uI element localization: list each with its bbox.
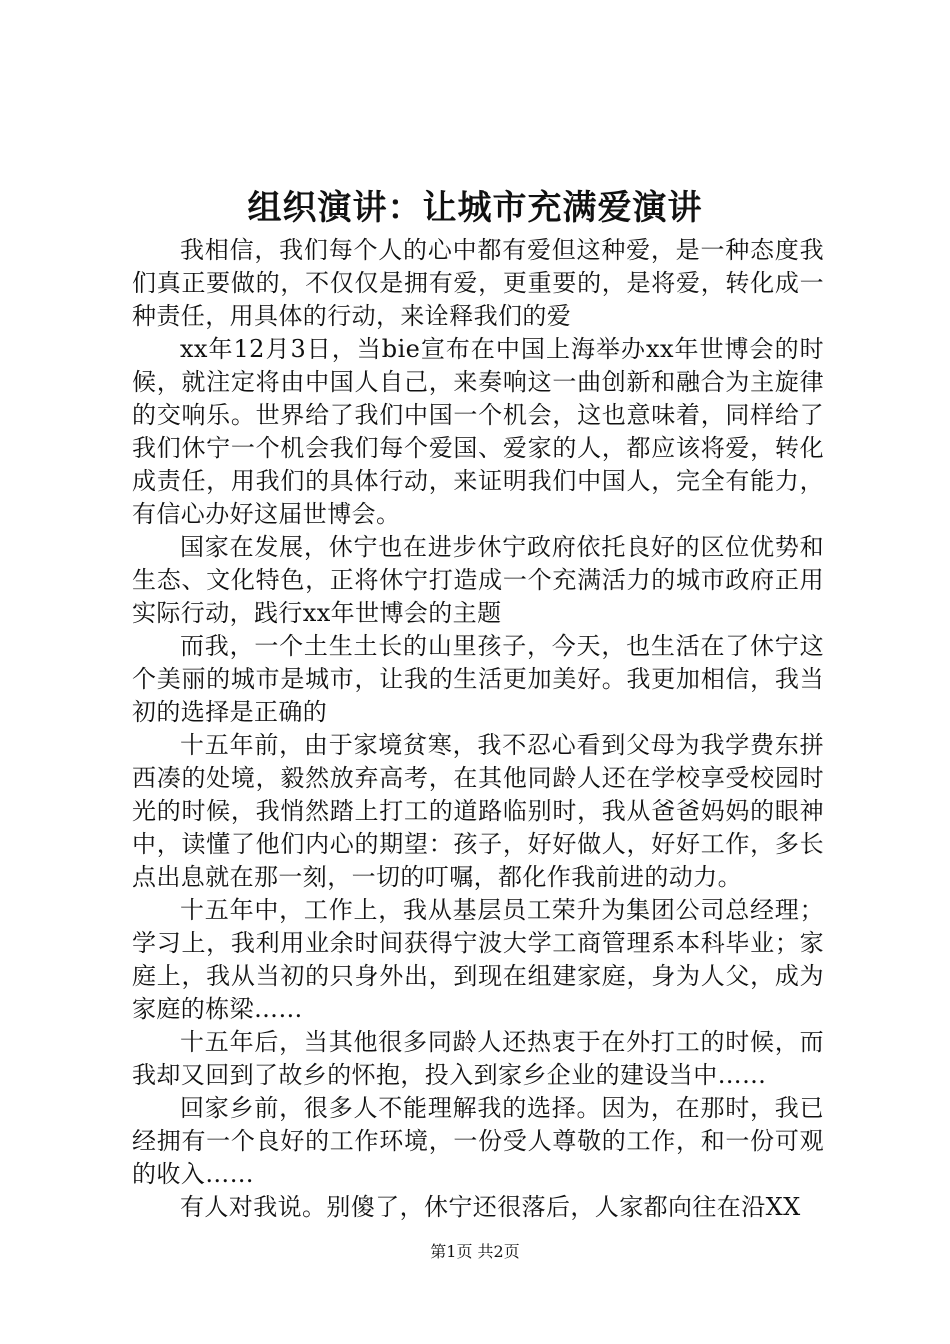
paragraph: 回家乡前，很多人不能理解我的选择。因为，在那时，我已经拥有一个良好的工作环境，一份受人尊敬的工作，和一份可观的收入…… <box>132 1094 824 1188</box>
page-footer: 第1页 共2页 <box>430 1242 520 1261</box>
paragraph: 十五年后，当其他很多同龄人还热衷于在外打工的时候，而我却又回到了故乡的怀抱，投入到家乡企业的建设当中…… <box>132 1028 824 1089</box>
paragraph: 我相信，我们每个人的心中都有爱但这种爱，是一种态度我们真正要做的，不仅仅是拥有爱，更重要的，是将爱，转化成一种责任，用具体的行动，来诠释我们的爱 <box>132 236 824 330</box>
document-title: 组织演讲：让城市充满爱演讲 <box>247 188 703 228</box>
paragraph: xx年12月3日，当bie宣布在中国上海举办xx年世博会的时候，就注定将由中国人自己，来奏响这一曲创新和融合为主旋律的交响乐。世界给了我们中国一个机会，这也意味着，同样给了我们休宁一个机会我们每个爱国、爱家的人，都应该将爱，转化成责任，用我们的具体行动，来证明我们中国人，完全有能力，有信心办好这届世博会。 <box>132 335 824 528</box>
paragraph: 十五年中，工作上，我从基层员工荣升为集团公司总经理；学习上，我利用业余时间获得宁波大学工商管理系本科毕业；家庭上，我从当初的只身外出，到现在组建家庭，身为人父，成为家庭的栋梁…… <box>132 896 824 1023</box>
paragraph: 国家在发展，休宁也在进步休宁政府依托良好的区位优势和生态、文化特色，正将休宁打造成一个充满活力的城市政府正用实际行动，践行xx年世博会的主题 <box>132 533 824 627</box>
paragraph: 有人对我说。别傻了，休宁还很落后，人家都向往在沿XX <box>180 1193 801 1221</box>
document-body <box>132 234 824 1224</box>
paragraph: 十五年前，由于家境贫寒，我不忍心看到父母为我学费东拼西凑的处境，毅然放弃高考，在其他同龄人还在学校享受校园时光的时候，我悄然踏上打工的道路临别时，我从爸爸妈妈的眼神中，读懂了他们内心的期望：孩子，好好做人，好好工作，多长点出息就在那一刻，一切的叮嘱，都化作我前进的动力。 <box>132 731 824 891</box>
paragraph: 而我，一个土生土长的山里孩子，今天，也生活在了休宁这个美丽的城市是城市，让我的生活更加美好。我更加相信，我当初的选择是正确的 <box>132 632 824 726</box>
